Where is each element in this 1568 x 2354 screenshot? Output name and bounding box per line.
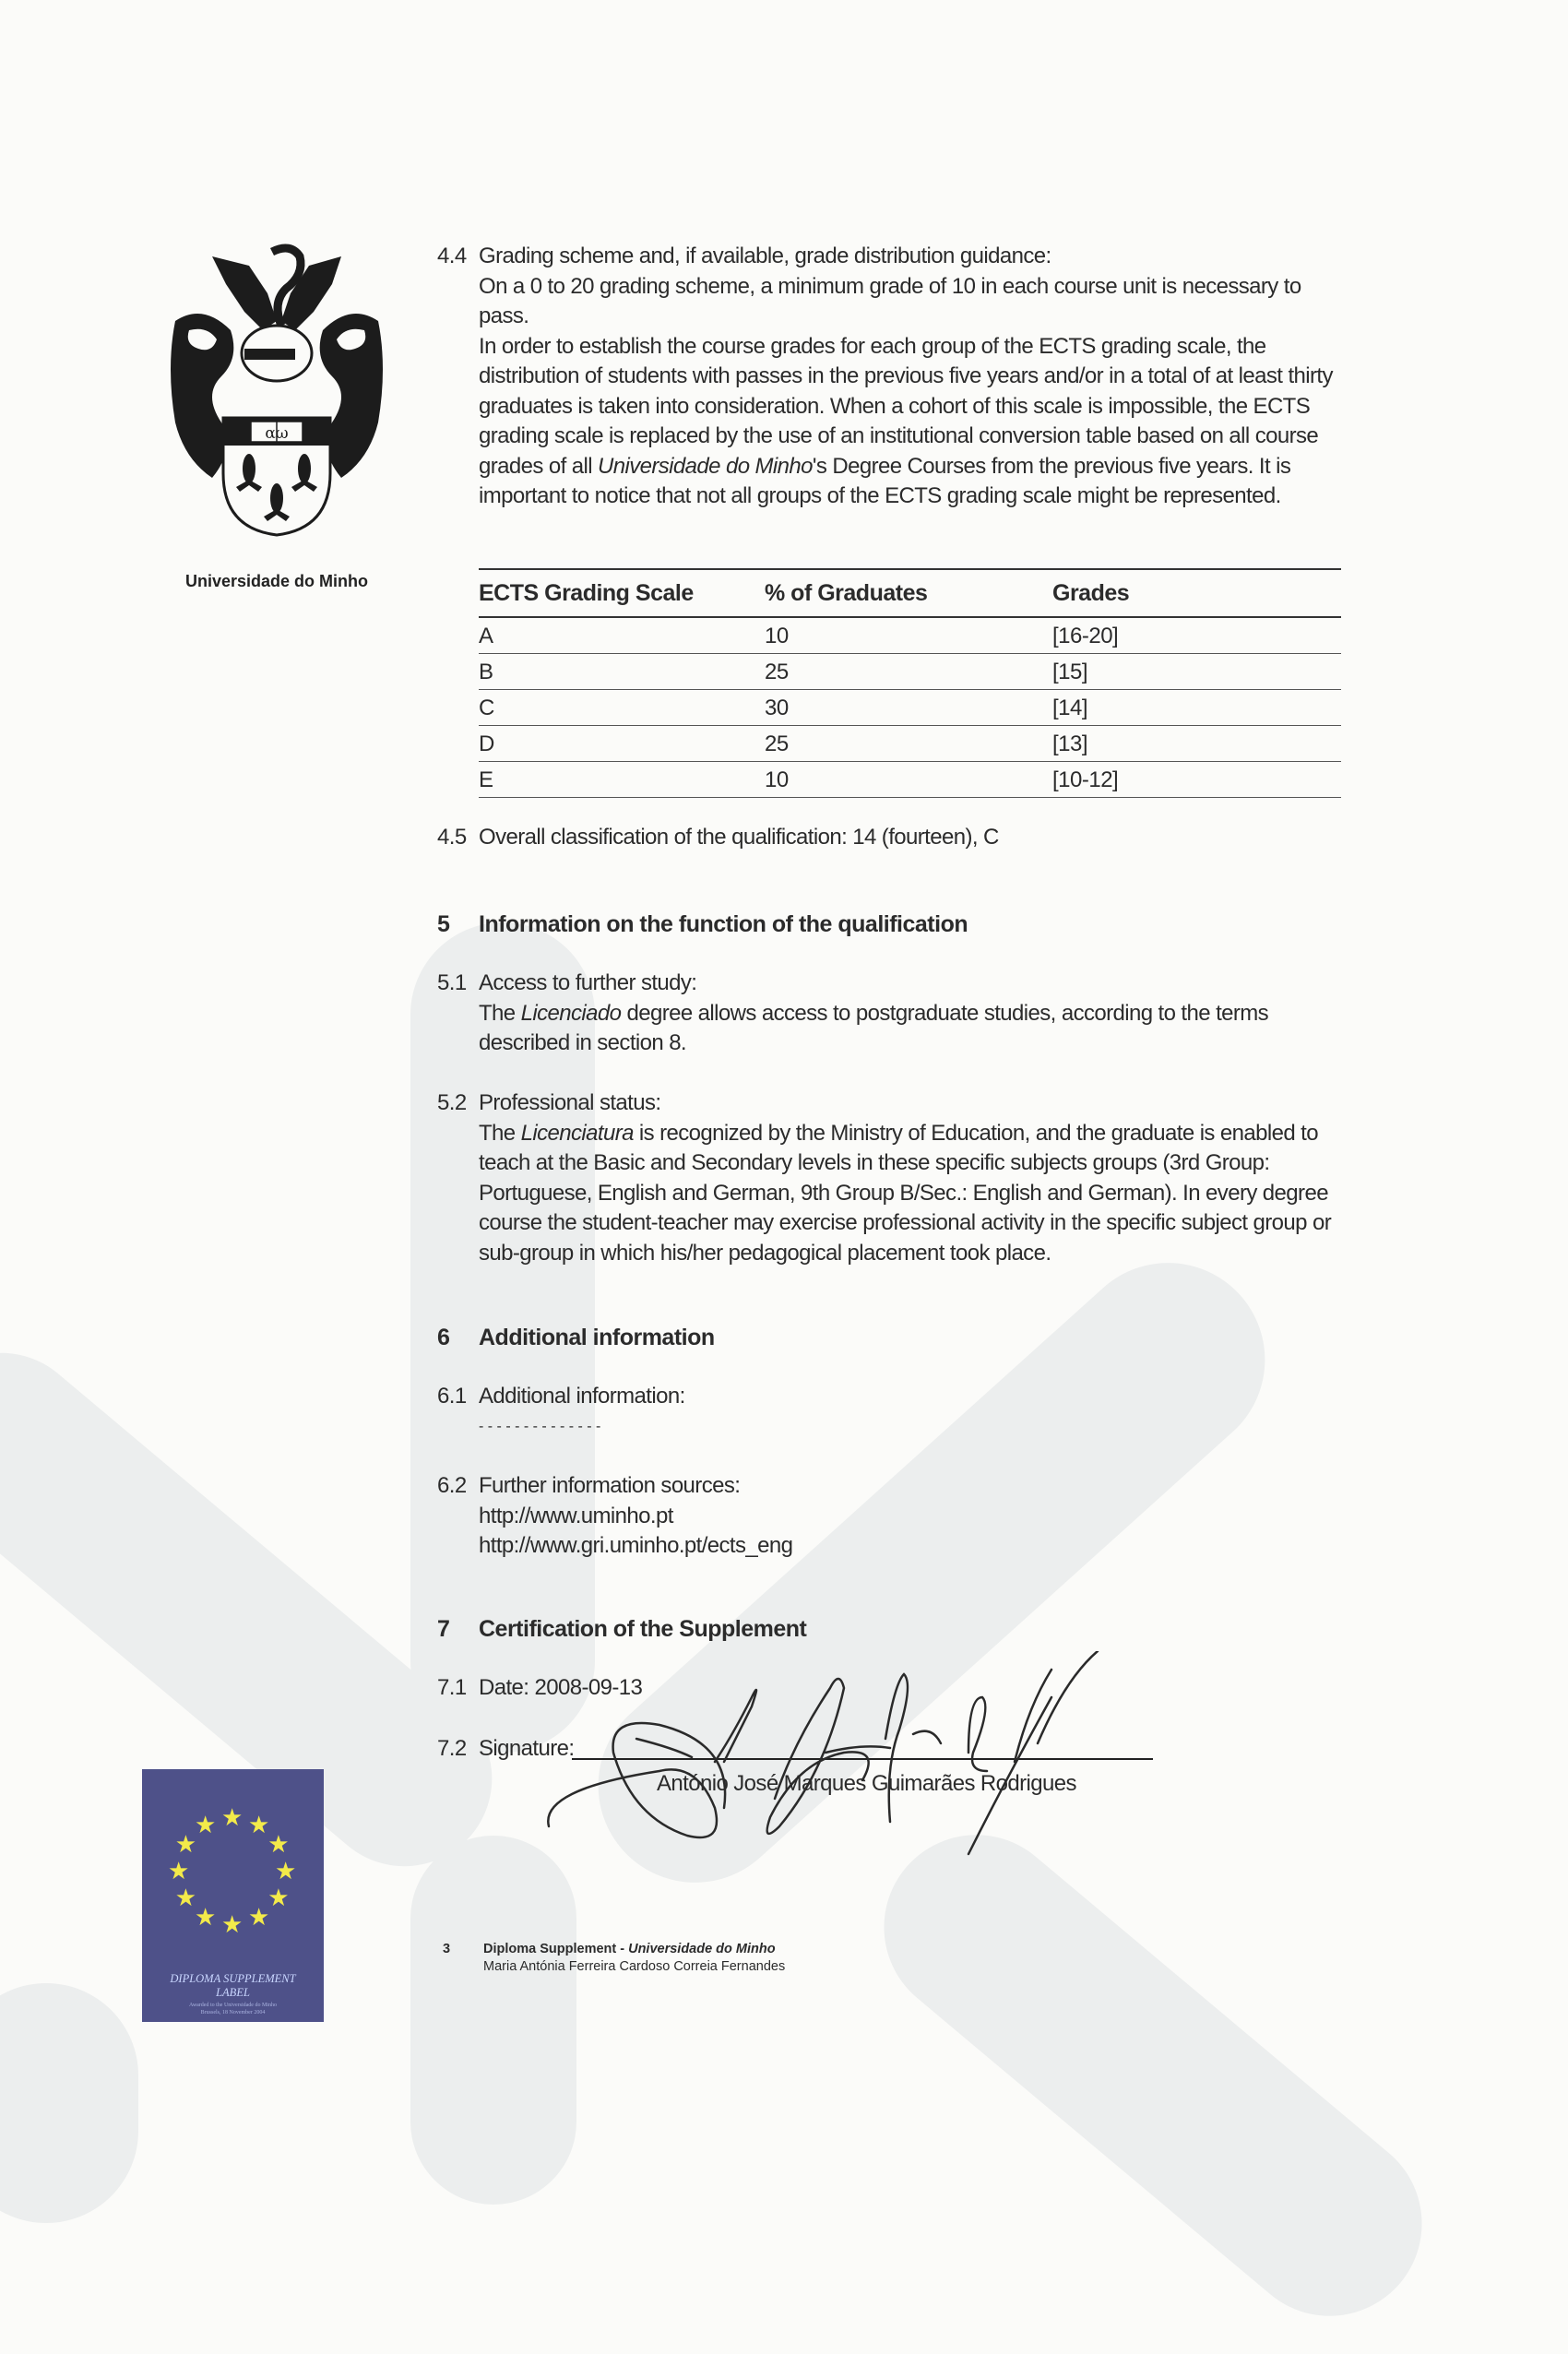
star-icon: ★ — [195, 1903, 217, 1932]
section-label: Signature: — [479, 1736, 575, 1761]
grading-text-2: In order to establish the course grades for each group of the ECTS grading scale, the distribution of students with passes in the previous five years and/or in a total of at least thirty graduates is taken into consideration. When a cohort of this scale is impossible, the ECTS grading scale is replaced by the use of an institutional conversion table based on all course grades of all Universidade do Minho's Degree Courses from the previous five years. It is important to notice that not all groups of the ECTS grading scale might be represented. — [479, 333, 1333, 508]
coat-of-arms-icon — [157, 238, 397, 542]
star-icon: ★ — [174, 1884, 197, 1911]
section-number: 4.4 — [437, 244, 467, 268]
grade-letter-cell: D — [479, 726, 765, 762]
section-6-1 — [437, 1382, 1360, 1442]
section-title: Additional information — [479, 1325, 715, 1350]
section-number: 7 — [437, 1616, 450, 1642]
graduates-percent-cell: 25 — [765, 726, 1052, 762]
university-name: Universidade do Minho — [184, 572, 369, 590]
star-icon: ★ — [221, 1803, 244, 1831]
table-row — [479, 617, 1341, 654]
table-row — [479, 654, 1341, 690]
table-row — [479, 726, 1341, 762]
grade-range-cell: [15] — [1052, 654, 1341, 690]
professional-status-text: The Licenciatura is recognized by the Ministry of Education, and the graduate is enabled to teach at the Basic and Secondary levels in these specific subjects groups (3rd Group: Portuguese, English and German, 9th Group B/Sec.: English and German). In every degree course the student-teacher may exercise professional activity in the specific subject group or sub-group in which his/her pedagogical placement took place. — [479, 1120, 1332, 1266]
access-text: The Licenciado degree allows access to postgraduate studies, according to the terms described in section 8. — [479, 1000, 1269, 1055]
grade-range-cell: [16-20] — [1052, 617, 1341, 654]
watermark-bar — [0, 1983, 138, 2223]
graduates-percent-cell: 25 — [765, 654, 1052, 690]
additional-info-value: - - - - - - - - - - - - - - — [479, 1418, 601, 1434]
ects-grading-table-wrap — [479, 568, 1401, 798]
section-number: 6.2 — [437, 1473, 467, 1498]
classification-value: 14 (fourteen), C — [852, 825, 999, 850]
table-row — [479, 690, 1341, 726]
date-value: 2008-09-13 — [534, 1675, 643, 1700]
date-field: Date: 2008-09-13 — [479, 1675, 643, 1700]
section-label: Additional information: — [479, 1384, 685, 1409]
grade-letter-cell: A — [479, 617, 765, 654]
info-link-uminho[interactable]: http://www.uminho.pt — [479, 1503, 673, 1528]
label-small-line1: Awarded to the Universidade do Minho — [189, 2003, 277, 2008]
section-6-heading — [437, 1323, 1360, 1353]
section-6-2 — [437, 1471, 1360, 1562]
graduates-percent-cell: 10 — [765, 617, 1052, 654]
section-7-heading — [437, 1614, 1360, 1645]
section-number: 4.5 — [437, 825, 467, 850]
star-icon: ★ — [267, 1830, 290, 1858]
star-icon: ★ — [275, 1857, 297, 1884]
university-crest — [157, 238, 397, 542]
page-footer — [437, 1942, 1083, 1974]
grade-letter-cell: E — [479, 762, 765, 798]
section-5-heading — [437, 910, 1360, 940]
star-icon: ★ — [168, 1857, 190, 1884]
page-number: 3 — [443, 1942, 451, 1956]
label-small-print — [142, 2002, 324, 2016]
section-label: Professional status: — [479, 1090, 661, 1115]
ects-grading-table — [479, 568, 1341, 798]
section-number: 6 — [437, 1325, 450, 1350]
column-header: Grades — [1052, 569, 1341, 617]
grading-text-1: On a 0 to 20 grading scheme, a minimum grade of 10 in each course unit is necessary to pass. — [479, 273, 1301, 328]
section-number: 5 — [437, 911, 450, 937]
diploma-supplement-label-badge — [142, 1769, 324, 2022]
star-icon: ★ — [174, 1830, 197, 1858]
section-4-4 — [437, 242, 1360, 512]
star-icon: ★ — [267, 1884, 290, 1911]
grade-range-cell: [13] — [1052, 726, 1341, 762]
section-5-1 — [437, 969, 1360, 1059]
section-label: Grading scheme and, if available, grade distribution guidance: — [479, 244, 1051, 268]
star-icon: ★ — [221, 1910, 244, 1938]
label-title — [142, 1972, 324, 2000]
section-label: Access to further study: — [479, 970, 697, 995]
table-header-row — [479, 569, 1341, 617]
table-row — [479, 762, 1341, 798]
star-icon: ★ — [248, 1903, 270, 1932]
section-5-2 — [437, 1088, 1360, 1268]
info-link-gri-ects[interactable]: http://www.gri.uminho.pt/ects_eng — [479, 1533, 793, 1558]
grade-range-cell: [10-12] — [1052, 762, 1341, 798]
section-number: 7.2 — [437, 1736, 467, 1761]
graduates-percent-cell: 30 — [765, 690, 1052, 726]
holder-name: Maria Antónia Ferreira Cardoso Correia Fernandes — [483, 1959, 786, 1974]
section-label: Further information sources: — [479, 1473, 741, 1498]
svg-text:αω: αω — [265, 424, 289, 443]
grade-letter-cell: B — [479, 654, 765, 690]
graduates-percent-cell: 10 — [765, 762, 1052, 798]
section-number: 5.2 — [437, 1090, 467, 1115]
section-title: Certification of the Supplement — [479, 1616, 807, 1642]
star-icon: ★ — [248, 1810, 270, 1838]
section-title: Information on the function of the qualification — [479, 911, 968, 937]
signatory-name: António José Marques Guimarães Rodrigues — [657, 1771, 1076, 1796]
star-icon: ★ — [195, 1810, 217, 1838]
label-title-line2: LABEL — [216, 1986, 250, 1999]
column-header: % of Graduates — [765, 569, 1052, 617]
section-number: 6.1 — [437, 1384, 467, 1409]
handwritten-signature-icon — [535, 1651, 1144, 1872]
grade-letter-cell: C — [479, 690, 765, 726]
section-number: 5.1 — [437, 970, 467, 995]
column-header: ECTS Grading Scale — [479, 569, 765, 617]
section-number: 7.1 — [437, 1675, 467, 1700]
section-4-5 — [437, 823, 1360, 853]
footer-title: Diploma Supplement - Universidade do Minho — [483, 1942, 776, 1956]
grade-range-cell: [14] — [1052, 690, 1341, 726]
label-small-line2: Brussels, 18 November 2004 — [200, 2010, 266, 2015]
overall-classification: Overall classification of the qualification: 14 (fourteen), C — [479, 825, 999, 850]
label-title-line1: DIPLOMA SUPPLEMENT — [170, 1972, 296, 1985]
